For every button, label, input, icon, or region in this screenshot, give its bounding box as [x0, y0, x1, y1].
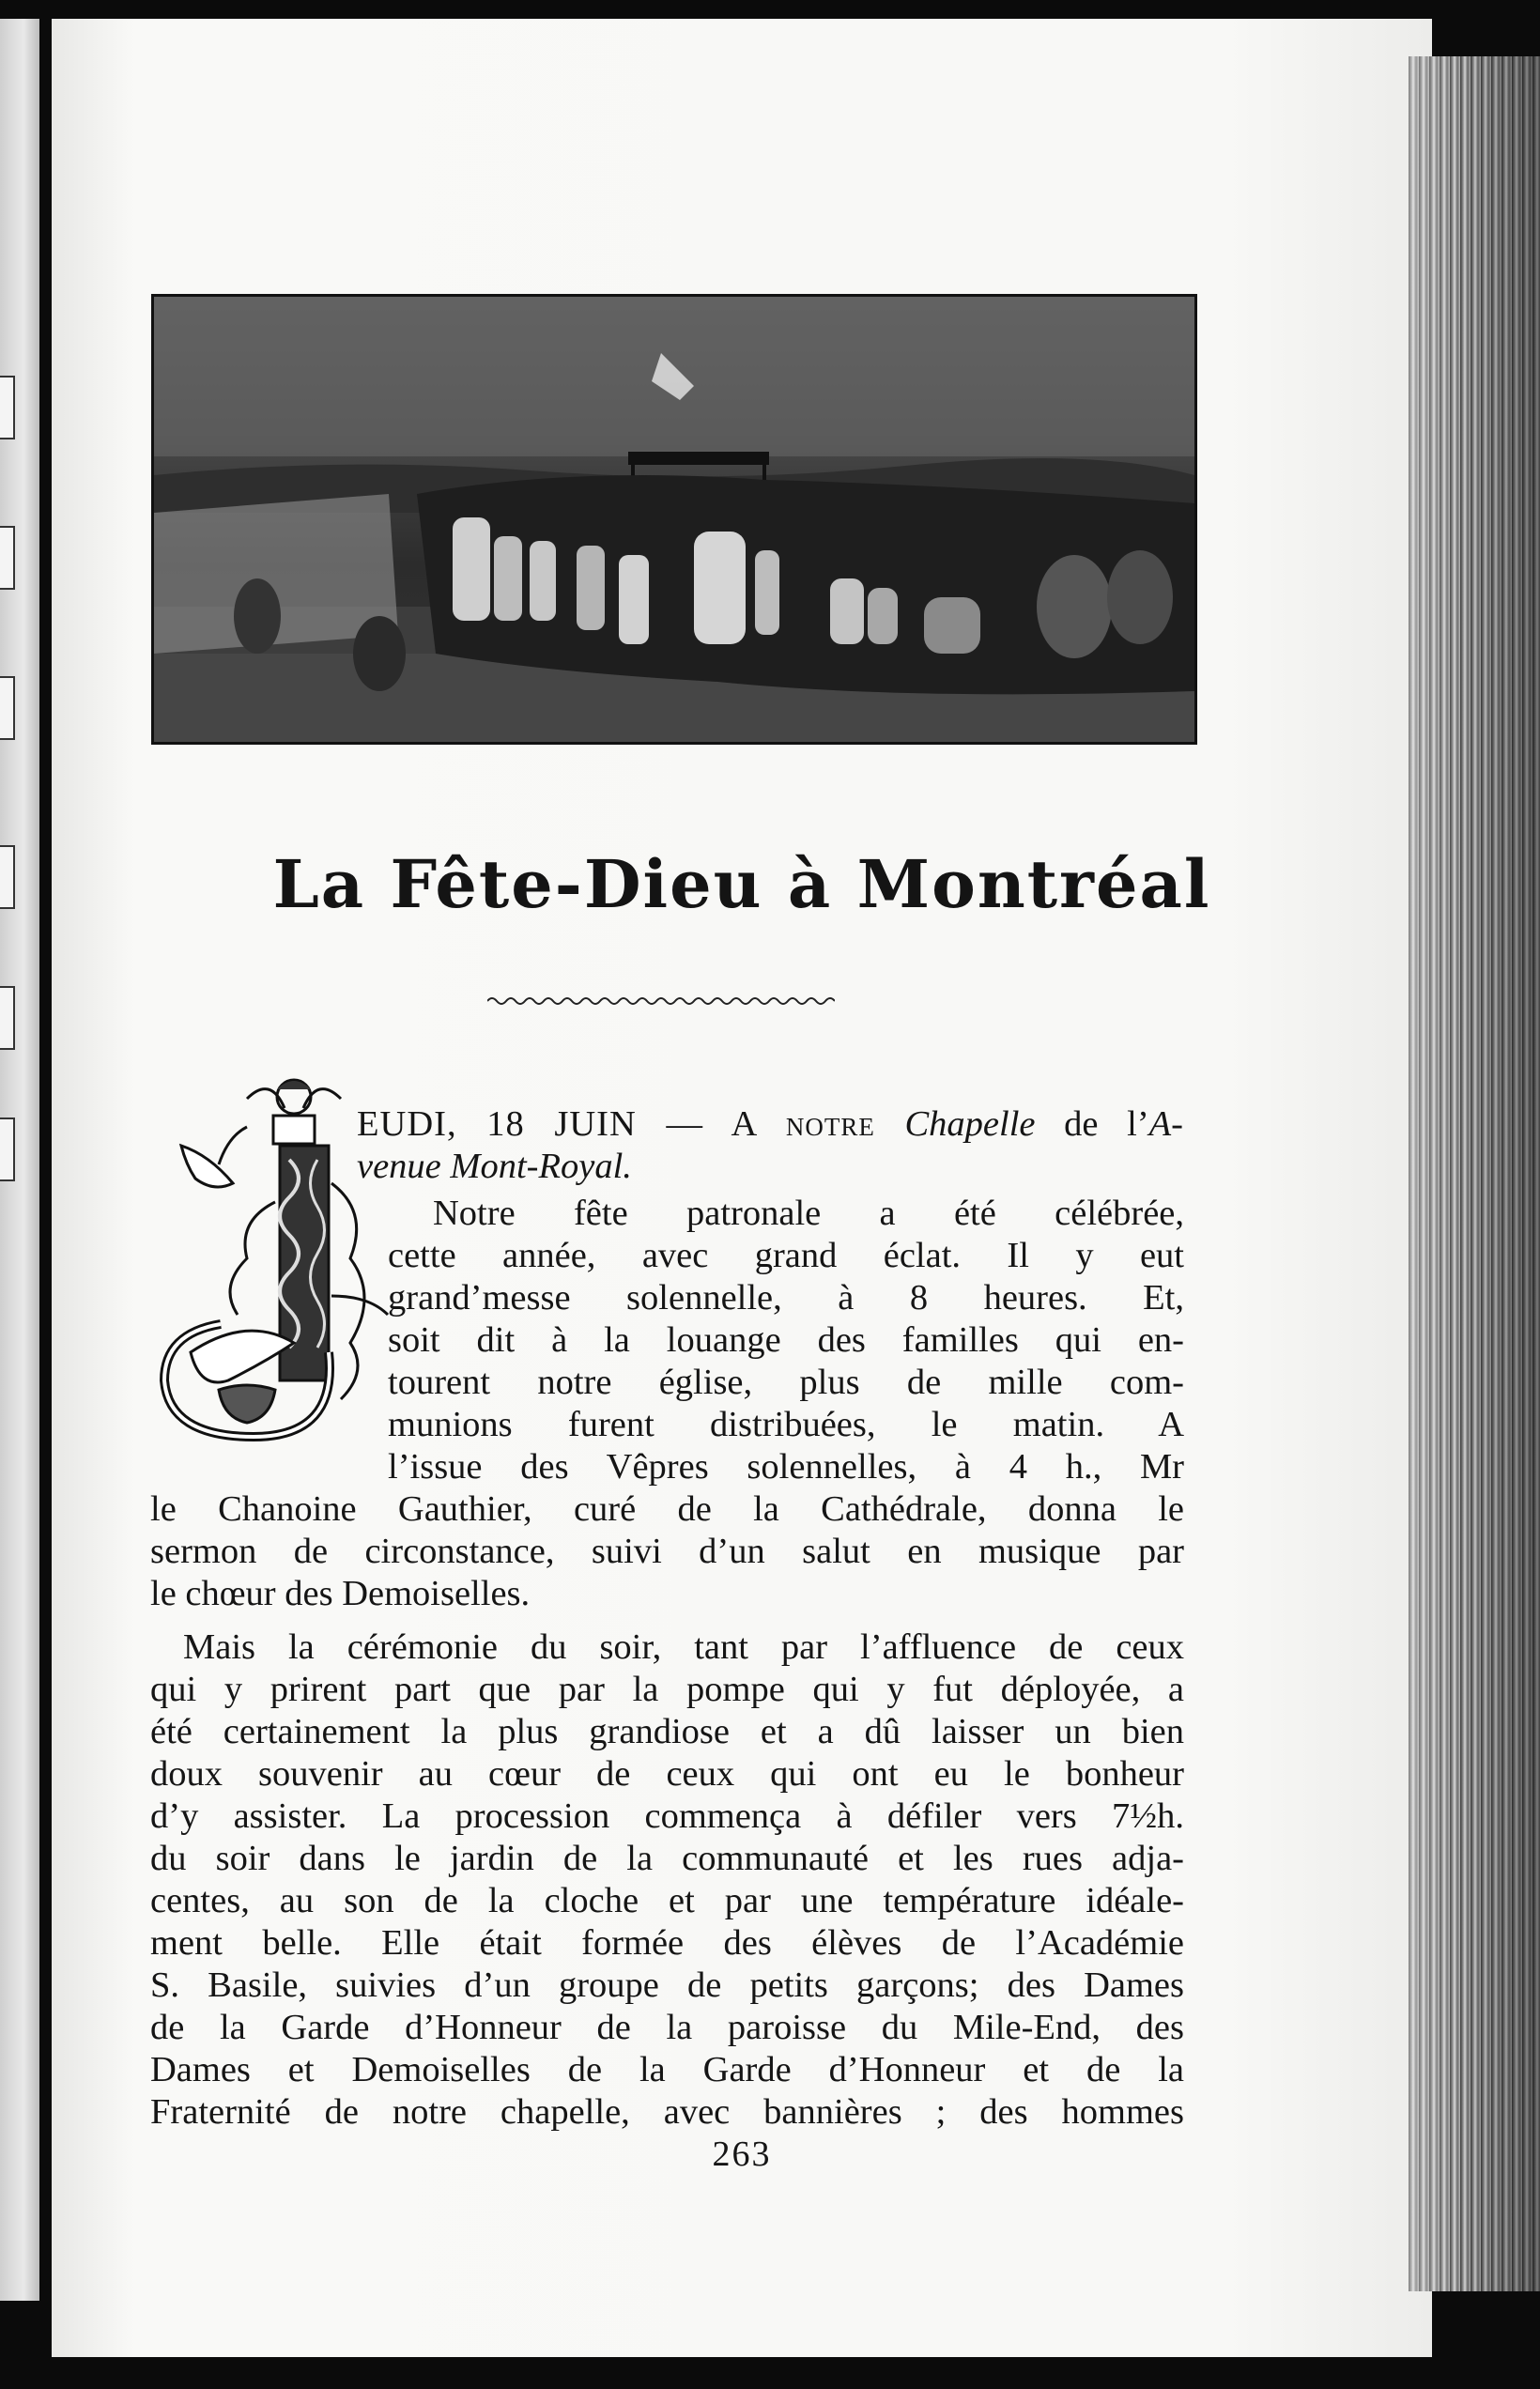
italic-location: venue Mont-Royal. — [357, 1147, 632, 1186]
text-line: centes, au son de la cloche et par une température idéale- — [150, 1881, 1184, 1920]
text-line: grand’messe solennelle, à 8 heures. Et, — [388, 1278, 1184, 1318]
text-line: de la Garde d’Honneur de la paroisse du Mile-End, des — [150, 2008, 1184, 2047]
text-line: été certainement la plus grandiose et a dû laisser un bien — [150, 1712, 1184, 1751]
page-number: 263 — [712, 2135, 772, 2174]
procession-photograph — [151, 294, 1197, 745]
photo-scene — [154, 297, 1194, 742]
page-tab-marker — [0, 676, 15, 740]
text-line: qui y prirent part que par la pompe qui y fut déployée, a — [150, 1670, 1184, 1709]
text-line: sermon de circonstance, suivi d’un salut en musique par — [150, 1532, 1184, 1571]
text-line — [357, 1146, 732, 1187]
text-line: cette année, avec grand éclat. Il y eut — [388, 1236, 1184, 1275]
page-tab-marker — [0, 376, 15, 439]
italic-a: A- — [1148, 1104, 1183, 1144]
book-page-edges-shade — [1409, 56, 1540, 2291]
text-line: munions furent distribuées, le matin. A — [388, 1405, 1184, 1444]
italic-chapelle: Chapelle — [904, 1104, 1036, 1144]
page-tab-marker — [0, 845, 15, 909]
chapter-title: La Fête-Dieu à Montréal — [272, 845, 1211, 923]
text-line — [357, 1103, 1183, 1145]
page-tab-marker — [0, 526, 15, 590]
text-line: soit dit à la louange des familles qui en- — [388, 1320, 1184, 1360]
page-tab-marker — [0, 986, 15, 1050]
opening-word: EUDI, 18 JUIN — A notre — [357, 1104, 905, 1144]
text-line: S. Basile, suivies d’un groupe de petits garçons; des Dames — [150, 1965, 1184, 2005]
text-line: tourent notre église, plus de mille com- — [388, 1363, 1184, 1402]
text-line: le chœur des Demoiselles. — [150, 1574, 531, 1613]
text-line: Mais la cérémonie du soir, tant par l’affluence de ceux — [183, 1627, 1184, 1667]
text-line: Fraternité de notre chapelle, avec bannières ; des hommes — [150, 2092, 1184, 2132]
text-line: le Chanoine Gauthier, curé de la Cathédrale, donna le — [150, 1489, 1184, 1529]
left-page-edge — [0, 19, 39, 2301]
text-line: Notre fête patronale a été célébrée, — [433, 1194, 1184, 1233]
text-line: l’issue des Vêpres solennelles, à 4 h., Mr — [388, 1447, 1184, 1487]
book-page — [52, 19, 1432, 2357]
text-line: doux souvenir au cœur de ceux qui ont eu le bonheur — [150, 1754, 1184, 1794]
decorative-wavy-rule — [487, 994, 835, 1009]
text-line: du soir dans le jardin de la communauté et les rues adja- — [150, 1839, 1184, 1878]
text-line: Dames et Demoiselles de la Garde d’Honneur et de la — [150, 2050, 1184, 2089]
text-fragment: de l’ — [1035, 1104, 1149, 1144]
text-line: ment belle. Elle était formée des élèves de l’Académie — [150, 1923, 1184, 1963]
page-tab-marker — [0, 1117, 15, 1181]
text-line: d’y assister. La procession commença à défiler vers 7½h. — [150, 1796, 1184, 1836]
